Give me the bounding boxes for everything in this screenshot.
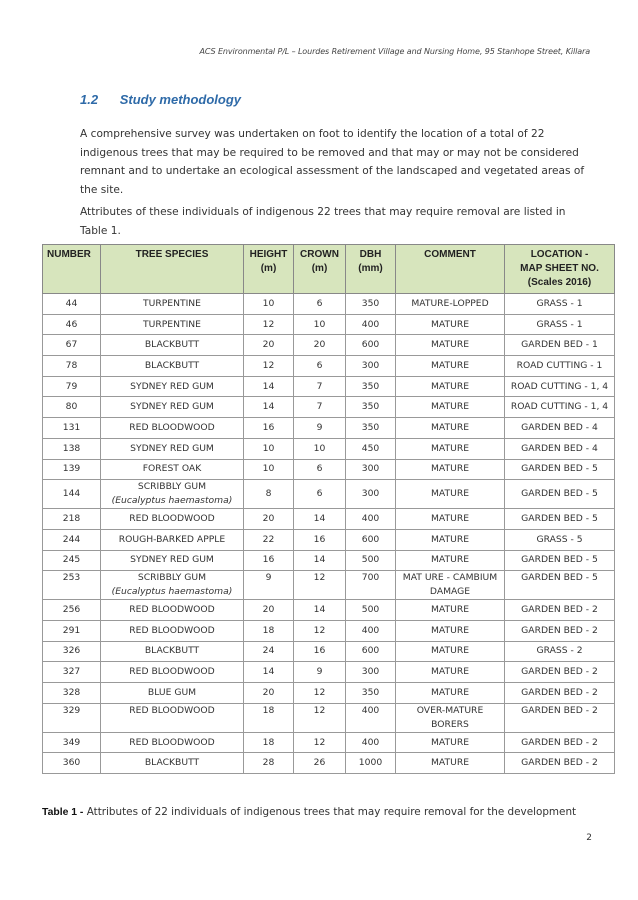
- cell-species: [101, 376, 244, 397]
- cell-number: 78: [43, 356, 101, 377]
- cell-number: 253: [43, 571, 101, 600]
- table-row: [43, 335, 615, 356]
- cell-dbh: 300: [346, 459, 396, 480]
- cell-comment: MATURE: [396, 509, 505, 530]
- cell-dbh: 1000: [346, 753, 396, 774]
- header-comment: COMMENT: [396, 245, 505, 294]
- cell-crown: 14: [294, 550, 346, 571]
- cell-species: [101, 397, 244, 418]
- cell-species: [101, 620, 244, 641]
- cell-comment: MATURE: [396, 550, 505, 571]
- table-row: [43, 509, 615, 530]
- cell-location: GARDEN BED - 5: [505, 550, 615, 571]
- cell-comment: MAT URE - CAMBIUM DAMAGE: [396, 571, 505, 600]
- cell-number: 245: [43, 550, 101, 571]
- cell-species: [101, 438, 244, 459]
- cell-comment: MATURE: [396, 641, 505, 662]
- cell-location: GARDEN BED - 2: [505, 703, 615, 732]
- cell-dbh: 400: [346, 314, 396, 335]
- species-common-name: BLACKBUTT: [144, 645, 200, 657]
- cell-crown: 16: [294, 529, 346, 550]
- cell-comment: MATURE: [396, 314, 505, 335]
- cell-dbh: 350: [346, 397, 396, 418]
- cell-height: 28: [244, 753, 294, 774]
- cell-species: [101, 480, 244, 509]
- cell-species: [101, 356, 244, 377]
- header-height: HEIGHT (m): [244, 245, 294, 294]
- cell-location: GARDEN BED - 5: [505, 509, 615, 530]
- cell-height: 10: [244, 294, 294, 315]
- cell-height: 9: [244, 571, 294, 600]
- cell-height: 16: [244, 550, 294, 571]
- cell-crown: 6: [294, 294, 346, 315]
- species-common-name: RED BLOODWOOD: [129, 421, 215, 433]
- cell-dbh: 400: [346, 509, 396, 530]
- cell-number: 360: [43, 753, 101, 774]
- species-common-name: BLUE GUM: [147, 686, 197, 698]
- cell-height: 18: [244, 732, 294, 753]
- cell-number: 44: [43, 294, 101, 315]
- species-common-name: TURPENTINE: [143, 318, 201, 330]
- cell-crown: 26: [294, 753, 346, 774]
- cell-species: [101, 732, 244, 753]
- species-common-name: BLACKBUTT: [144, 339, 200, 351]
- cell-number: 67: [43, 335, 101, 356]
- cell-dbh: 600: [346, 529, 396, 550]
- table-row: [43, 294, 615, 315]
- species-common-name: RED BLOODWOOD: [129, 604, 215, 616]
- cell-dbh: 400: [346, 620, 396, 641]
- cell-crown: 12: [294, 703, 346, 732]
- cell-location: GRASS - 1: [505, 314, 615, 335]
- cell-location: ROAD CUTTING - 1, 4: [505, 397, 615, 418]
- table-row: [43, 571, 615, 600]
- cell-comment: MATURE: [396, 418, 505, 439]
- cell-crown: 20: [294, 335, 346, 356]
- cell-height: 24: [244, 641, 294, 662]
- cell-dbh: 500: [346, 550, 396, 571]
- species-common-name: SCRIBBLY GUM: [137, 481, 207, 493]
- cell-crown: 14: [294, 600, 346, 621]
- cell-dbh: 350: [346, 418, 396, 439]
- table-row: [43, 529, 615, 550]
- running-header: ACS Environmental P/L – Lourdes Retirement Village and Nursing Home, 95 Stanhope Street, Killara: [199, 47, 590, 56]
- cell-comment: MATURE: [396, 459, 505, 480]
- cell-crown: 12: [294, 683, 346, 704]
- cell-crown: 12: [294, 732, 346, 753]
- table-row: [43, 480, 615, 509]
- table-row: [43, 732, 615, 753]
- cell-number: 80: [43, 397, 101, 418]
- caption-text: Attributes of 22 individuals of indigenous trees that may require removal for the development: [83, 806, 577, 818]
- cell-crown: 14: [294, 509, 346, 530]
- cell-comment: MATURE: [396, 620, 505, 641]
- cell-location: GARDEN BED - 2: [505, 683, 615, 704]
- cell-number: 329: [43, 703, 101, 732]
- cell-location: GARDEN BED - 2: [505, 732, 615, 753]
- species-common-name: ROUGH-BARKED APPLE: [118, 533, 226, 545]
- cell-comment: MATURE: [396, 600, 505, 621]
- table-row: [43, 641, 615, 662]
- cell-species: [101, 600, 244, 621]
- cell-comment: MATURE: [396, 662, 505, 683]
- species-common-name: FOREST OAK: [142, 463, 202, 475]
- species-common-name: SCRIBBLY GUM: [137, 572, 207, 584]
- cell-comment: MATURE: [396, 732, 505, 753]
- cell-height: 18: [244, 703, 294, 732]
- cell-number: 349: [43, 732, 101, 753]
- cell-location: GARDEN BED - 2: [505, 600, 615, 621]
- species-scientific-name: (Eucalyptus haemastoma): [111, 495, 233, 507]
- table-row: [43, 620, 615, 641]
- cell-dbh: 600: [346, 641, 396, 662]
- table-row: [43, 550, 615, 571]
- cell-comment: MATURE: [396, 753, 505, 774]
- cell-species: [101, 683, 244, 704]
- cell-comment: MATURE: [396, 438, 505, 459]
- table-row: [43, 683, 615, 704]
- table-row: [43, 418, 615, 439]
- species-common-name: TURPENTINE: [143, 297, 201, 309]
- cell-height: 20: [244, 683, 294, 704]
- species-common-name: SYDNEY RED GUM: [130, 401, 214, 413]
- table-row: [43, 356, 615, 377]
- cell-location: GARDEN BED - 4: [505, 418, 615, 439]
- cell-height: 10: [244, 438, 294, 459]
- cell-number: 46: [43, 314, 101, 335]
- cell-dbh: 300: [346, 480, 396, 509]
- cell-crown: 6: [294, 356, 346, 377]
- cell-height: 8: [244, 480, 294, 509]
- cell-number: 244: [43, 529, 101, 550]
- table-row: [43, 376, 615, 397]
- cell-crown: 7: [294, 376, 346, 397]
- species-common-name: RED BLOODWOOD: [129, 513, 215, 525]
- species-common-name: RED BLOODWOOD: [129, 704, 215, 716]
- table-row: [43, 662, 615, 683]
- cell-crown: 9: [294, 662, 346, 683]
- cell-number: 138: [43, 438, 101, 459]
- species-common-name: SYDNEY RED GUM: [130, 380, 214, 392]
- species-scientific-name: (Eucalyptus haemastoma): [111, 586, 233, 598]
- table-row: [43, 438, 615, 459]
- cell-comment: MATURE: [396, 376, 505, 397]
- cell-height: 18: [244, 620, 294, 641]
- cell-crown: 10: [294, 314, 346, 335]
- cell-crown: 12: [294, 620, 346, 641]
- cell-number: 139: [43, 459, 101, 480]
- cell-dbh: 350: [346, 683, 396, 704]
- cell-comment: MATURE: [396, 356, 505, 377]
- species-common-name: RED BLOODWOOD: [129, 624, 215, 636]
- cell-number: 256: [43, 600, 101, 621]
- cell-dbh: 350: [346, 376, 396, 397]
- cell-number: 328: [43, 683, 101, 704]
- cell-dbh: 600: [346, 335, 396, 356]
- cell-number: 144: [43, 480, 101, 509]
- cell-dbh: 300: [346, 356, 396, 377]
- header-dbh: DBH (mm): [346, 245, 396, 294]
- cell-number: 131: [43, 418, 101, 439]
- cell-comment: MATURE: [396, 529, 505, 550]
- cell-location: GARDEN BED - 1: [505, 335, 615, 356]
- cell-location: ROAD CUTTING - 1, 4: [505, 376, 615, 397]
- cell-location: GARDEN BED - 4: [505, 438, 615, 459]
- cell-crown: 9: [294, 418, 346, 439]
- table-caption: [42, 806, 576, 818]
- cell-height: 14: [244, 376, 294, 397]
- cell-crown: 10: [294, 438, 346, 459]
- cell-species: [101, 641, 244, 662]
- cell-number: 291: [43, 620, 101, 641]
- cell-height: 14: [244, 397, 294, 418]
- cell-species: [101, 418, 244, 439]
- cell-height: 20: [244, 600, 294, 621]
- table-row: [43, 600, 615, 621]
- cell-location: GARDEN BED - 5: [505, 480, 615, 509]
- cell-species: [101, 294, 244, 315]
- cell-height: 14: [244, 662, 294, 683]
- cell-location: GARDEN BED - 5: [505, 571, 615, 600]
- cell-number: 327: [43, 662, 101, 683]
- cell-crown: 12: [294, 571, 346, 600]
- header-location-line1: LOCATION -: [530, 249, 589, 260]
- cell-location: GARDEN BED - 5: [505, 459, 615, 480]
- cell-species: [101, 571, 244, 600]
- cell-crown: 6: [294, 480, 346, 509]
- cell-location: GARDEN BED - 2: [505, 662, 615, 683]
- cell-number: 218: [43, 509, 101, 530]
- cell-dbh: 400: [346, 732, 396, 753]
- species-common-name: SYDNEY RED GUM: [130, 554, 214, 566]
- section-number: 1.2: [80, 92, 99, 107]
- header-location: [505, 245, 615, 294]
- species-common-name: BLACKBUTT: [144, 757, 200, 769]
- cell-species: [101, 662, 244, 683]
- section-title: Study methodology: [119, 92, 242, 107]
- table-header-row: [43, 245, 615, 294]
- header-location-line3: (Scales 2016): [527, 277, 592, 288]
- cell-comment: OVER-MATURE BORERS: [396, 703, 505, 732]
- cell-dbh: 500: [346, 600, 396, 621]
- cell-location: GARDEN BED - 2: [505, 753, 615, 774]
- cell-comment: MATURE: [396, 335, 505, 356]
- cell-location: GRASS - 2: [505, 641, 615, 662]
- cell-species: [101, 529, 244, 550]
- species-common-name: RED BLOODWOOD: [129, 666, 215, 678]
- cell-dbh: 400: [346, 703, 396, 732]
- cell-dbh: 300: [346, 662, 396, 683]
- paragraph-attributes: Attributes of these individuals of indigenous 22 trees that may require removal are listed in Table 1.: [80, 206, 566, 237]
- cell-height: 20: [244, 335, 294, 356]
- cell-crown: 16: [294, 641, 346, 662]
- cell-species: [101, 703, 244, 732]
- species-common-name: RED BLOODWOOD: [129, 736, 215, 748]
- paragraph-survey: A comprehensive survey was undertaken on foot to identify the location of a total of 22 indigenous trees that may be required to be removed and that may or may not be considered remnant and to undertake an ecological assessment of the landscaped and vegetated areas of the site.: [80, 128, 585, 196]
- cell-height: 10: [244, 459, 294, 480]
- caption-label: Table 1 -: [42, 807, 84, 818]
- cell-comment: MATURE: [396, 480, 505, 509]
- table-row: [43, 753, 615, 774]
- cell-dbh: 450: [346, 438, 396, 459]
- page-number: 2: [586, 833, 592, 843]
- table-row: [43, 397, 615, 418]
- table-row: [43, 703, 615, 732]
- cell-height: 12: [244, 356, 294, 377]
- cell-comment: MATURE: [396, 683, 505, 704]
- header-location-line2: MAP SHEET NO.: [520, 263, 599, 274]
- cell-species: [101, 550, 244, 571]
- cell-species: [101, 314, 244, 335]
- cell-crown: 7: [294, 397, 346, 418]
- section-heading: [80, 92, 241, 107]
- cell-comment: MATURE-LOPPED: [396, 294, 505, 315]
- cell-species: [101, 753, 244, 774]
- cell-number: 326: [43, 641, 101, 662]
- table-row: [43, 314, 615, 335]
- cell-height: 22: [244, 529, 294, 550]
- cell-crown: 6: [294, 459, 346, 480]
- cell-location: GRASS - 1: [505, 294, 615, 315]
- header-number: NUMBER: [43, 245, 101, 294]
- table-body: [43, 294, 615, 774]
- species-common-name: BLACKBUTT: [144, 359, 200, 371]
- cell-species: [101, 459, 244, 480]
- table-row: [43, 459, 615, 480]
- cell-dbh: 700: [346, 571, 396, 600]
- cell-species: [101, 509, 244, 530]
- header-crown: CROWN (m): [294, 245, 346, 294]
- cell-height: 20: [244, 509, 294, 530]
- species-common-name: SYDNEY RED GUM: [130, 442, 214, 454]
- cell-comment: MATURE: [396, 397, 505, 418]
- cell-location: GRASS - 5: [505, 529, 615, 550]
- cell-dbh: 350: [346, 294, 396, 315]
- header-tree-species: TREE SPECIES: [101, 245, 244, 294]
- cell-height: 12: [244, 314, 294, 335]
- cell-species: [101, 335, 244, 356]
- tree-attributes-table: [42, 244, 615, 774]
- cell-number: 79: [43, 376, 101, 397]
- cell-location: GARDEN BED - 2: [505, 620, 615, 641]
- cell-location: ROAD CUTTING - 1: [505, 356, 615, 377]
- cell-height: 16: [244, 418, 294, 439]
